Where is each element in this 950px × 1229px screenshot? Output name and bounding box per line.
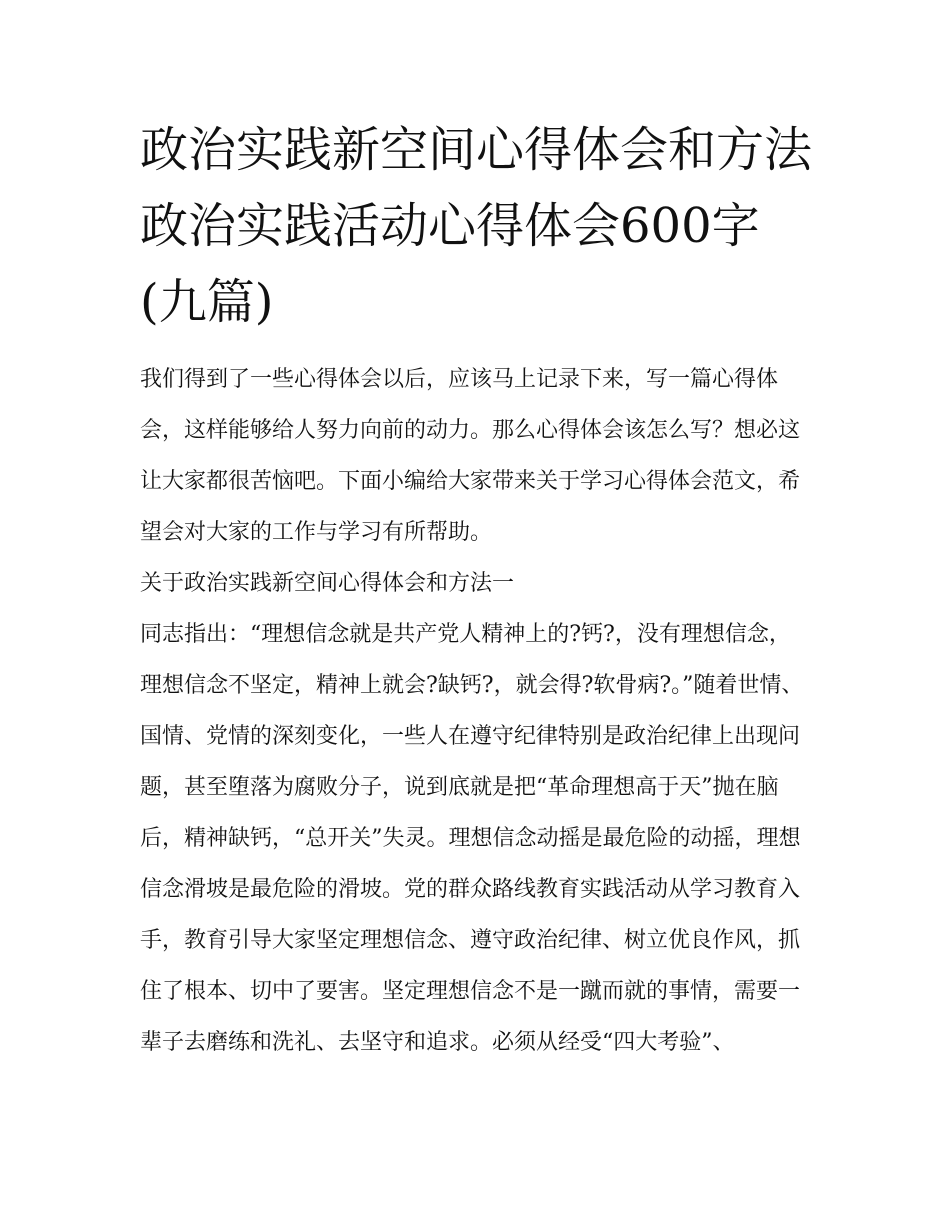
body-paragraph: 同志指出：“理想信念就是共产党人精神上的?钙?，没有理想信念，理想信念不坚定，精神上就会?缺钙?，就会得?软骨病?。”随着世情、国情、党情的深刻变化，一些人在遵守纪律特别是政治纪律上出现问题，甚至堕落为腐败分子，说到底就是把“革命理想高于天”抛在脑后，精神缺钙，“总开关”失灵。理想信念动摇是最危险的动摇，理想信念滑坡是最危险的滑坡。党的群众路线教育实践活动从学习教育入手，教育引导大家坚定理想信念、遵守政治纪律、树立优良作风，抓住了根本、切中了要害。坚定理想信念不是一蹴而就的事情，需要一辈子去磨练和洗礼、去坚守和追求。必须从经受“四大考验”、 [140,622,804,1055]
document-page [140,112,812,1068]
intro-paragraph: 我们得到了一些心得体会以后，应该马上记录下来，写一篇心得体会，这样能够给人努力向前的动力。那么心得体会该怎么写？想必这让大家都很苦恼吧。下面小编给大家带来关于学习心得体会范文，希望会对大家的工作与学习有所帮助。 [140,367,801,545]
document-title: 政治实践新空间心得体会和方法 政治实践活动心得体会600字(九篇) [140,122,813,330]
section-heading: 关于政治实践新空间心得体会和方法一 [140,571,515,596]
document-body [140,354,812,1068]
